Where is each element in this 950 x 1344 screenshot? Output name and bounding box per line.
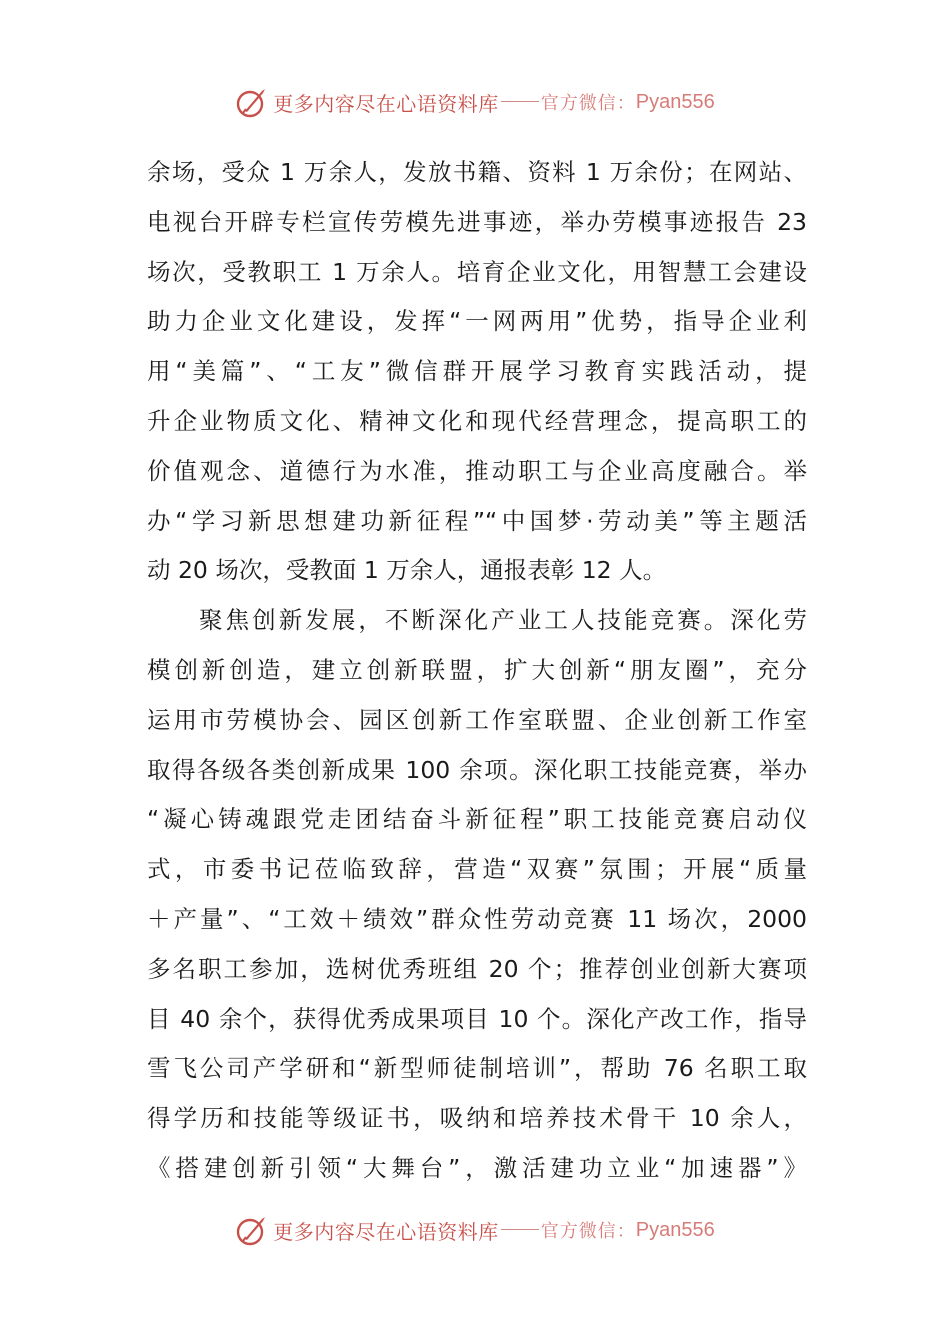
text-line: 电视台开辟专栏宣传劳模先进事迹，举办劳模事迹报告 23 (147, 207, 807, 236)
text-line: 场次，受教职工 1 万余人。培育企业文化，用智慧工会建设 (147, 257, 807, 286)
paragraph-2 (147, 596, 807, 1194)
text-line: 得学历和技能等级证书，吸纳和培养技术骨干 10 余人， (147, 1104, 807, 1133)
text-line: 模创新创造，建立创新联盟，扩大创新“朋友圈”，充分 (147, 655, 807, 684)
text-line: 价值观念、道德行为水准，推动职工与企业高度融合。举 (147, 456, 807, 485)
header-banner-content (235, 85, 714, 119)
footer-banner (0, 1210, 950, 1250)
banner-main-text: 更多内容尽在心语资料库 (273, 1219, 499, 1244)
text-line: 升企业物质文化、精神文化和现代经营理念，提高职工的 (147, 406, 807, 435)
document-body (147, 148, 807, 1194)
text-line: 动 20 场次，受教面 1 万余人，通报表彰 12 人。 (147, 556, 667, 585)
text-line: 取得各级各类创新成果 100 余项。深化职工技能竞赛，举办 (147, 755, 807, 784)
footer-banner-content (235, 1213, 714, 1247)
text-line: 多名职工参加，选树优秀班组 20 个；推荐创业创新大赛项 (147, 954, 807, 983)
banner-wechat-label: 官方微信： (540, 1221, 636, 1242)
text-line: 雪飞公司产学研和“新型师徒制培训”，帮助 76 名职工取 (147, 1054, 807, 1083)
banner-account: Pyan556 (635, 90, 715, 113)
text-line: 《搭建创新引领“大舞台”，激活建功立业“加速器”》 (147, 1153, 807, 1182)
text-line: ＋产量”、“工效＋绩效”群众性劳动竞赛 11 场次，2000 (147, 904, 807, 933)
banner-account: Pyan556 (635, 1218, 715, 1241)
text-line: 用“美篇”、“工友”微信群开展学习教育实践活动，提 (147, 357, 807, 386)
text-line: 目 40 余个，获得优秀成果项目 10 个。深化产改工作，指导 (147, 1004, 807, 1033)
quill-logo-icon (235, 85, 269, 119)
text-line: 运用市劳模协会、园区创新工作室联盟、企业创新工作室 (147, 705, 807, 734)
text-line: “凝心铸魂跟党走团结奋斗新征程”职工技能竞赛启动仪 (147, 805, 807, 834)
text-line: 式，市委书记莅临致辞，营造“双赛”氛围；开展“质量 (147, 855, 807, 884)
text-line: 聚焦创新发展，不断深化产业工人技能竞赛。深化劳 (199, 606, 807, 635)
paragraph-1 (147, 148, 807, 596)
banner-main-text: 更多内容尽在心语资料库 (273, 91, 499, 116)
quill-logo-icon (235, 1213, 269, 1247)
banner-dash (501, 1229, 539, 1230)
banner-wechat-label: 官方微信： (540, 93, 636, 114)
banner-dash (501, 101, 539, 102)
text-line: 余场，受众 1 万余人，发放书籍、资料 1 万余份；在网站、 (147, 158, 807, 186)
text-line: 办“学习新思想建功新征程”“中国梦·劳动美”等主题活 (147, 506, 807, 535)
header-banner (0, 82, 950, 122)
text-line: 助力企业文化建设，发挥“一网两用”优势，指导企业利 (147, 307, 807, 336)
